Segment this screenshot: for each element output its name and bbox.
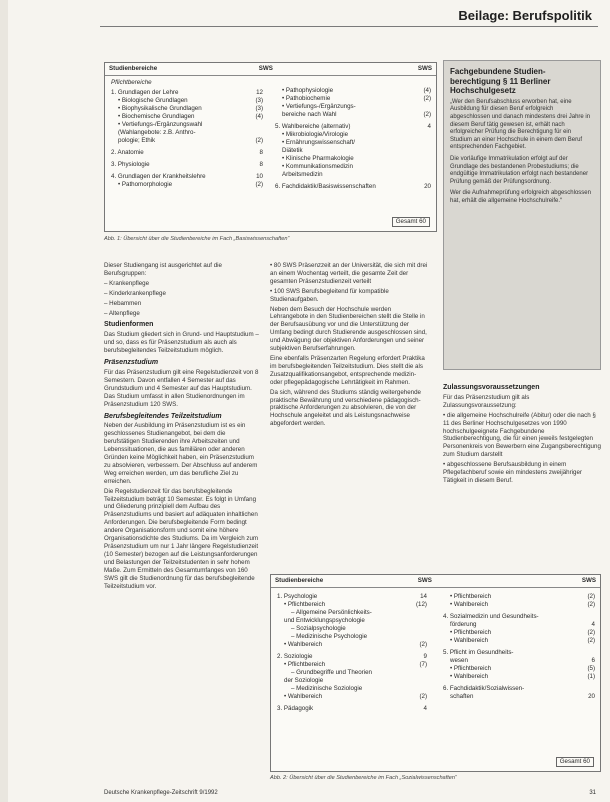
table-row <box>111 97 263 105</box>
col-studienbereiche: Studienbereiche <box>275 577 324 584</box>
row-label: • Biophysikalische Grundlagen <box>118 105 202 112</box>
paragraph: Das Studium gliedert sich in Grund- und Hauptstudium – und so, dass es für Präsenzstudium als auch als berufsbegleitendes Teilzeitstudium möglich. <box>104 331 259 355</box>
row-sws: (2) <box>587 637 595 644</box>
row-sws: (2) <box>419 641 427 648</box>
row-sws: (2) <box>587 601 595 608</box>
table-header <box>105 63 436 76</box>
row-label: förderung <box>450 621 477 628</box>
row-label: • Biologische Grundlagen <box>118 97 188 104</box>
row-label: • Pflichtbereich <box>450 593 492 600</box>
row-label: Arbeitsmedizin <box>282 171 323 178</box>
table-row <box>277 593 427 601</box>
table-row <box>443 621 595 629</box>
list-item: • 80 SWS Präsenzzeit an der Universität, die sich mit drei an einem Wochentag verteilt, die gesamte Zeit der gesamten Präsenzstudienzeit verteilt <box>270 262 428 285</box>
list-item: • abgeschlossene Berufsausbildung in einem Pflegefachberuf sowie ein mindestens zweijähriger Tätigkeit in diesem Beruf. <box>443 461 582 484</box>
heading: Präsenzstudium <box>104 359 159 367</box>
paragraph: Für das Präsenzstudium gilt als Zulassungsvoraussetzung: <box>443 393 530 409</box>
scan-edge <box>0 0 8 802</box>
row-label: – Medizinische Soziologie <box>291 685 363 692</box>
table-row <box>277 653 427 661</box>
row-sws: (2) <box>255 181 263 188</box>
row-sws: (4) <box>423 87 431 94</box>
row-sws: 8 <box>259 161 263 168</box>
requirements-list <box>443 412 601 485</box>
row-label: • Kommunikationsmedizin <box>282 163 353 170</box>
sws-list <box>270 262 430 304</box>
figure-caption-2: Abb. 2: Übersicht über die Studienbereiche im Fach „Sozialwissenschaften“ <box>270 775 457 781</box>
row-sws: (2) <box>423 95 431 102</box>
sidebar-paragraph: „Wer den Berufsabschluss erworben hat, eine Ausbildung für diesen Beruf erfolgreich abgeschlossen und danach mindestens drei Jahre in diesem Beruf tätig gewesen ist, erhält nach erfolgreicher Prüfung die Berechtigung für ein Studium an einer Hochschule in einem dem Beruf entsprechenden Fachgebiet. <box>450 98 591 151</box>
header-rule <box>100 26 598 27</box>
row-label: – Medizinische Psychologie <box>291 633 368 640</box>
table-row <box>275 147 431 155</box>
table-total: Gesamt 60 <box>392 217 430 227</box>
table-row <box>275 163 431 171</box>
row-sws: (2) <box>255 137 263 144</box>
figure-caption-1: Abb. 1: Übersicht über die Studienbereiche im Fach „Basiswissenschaften“ <box>104 236 290 242</box>
row-label: 3. Physiologie <box>111 161 150 168</box>
list-item: • 100 SWS Berufsbegleitend für kompatible Studienaufgaben. <box>270 287 389 303</box>
table-row <box>277 677 427 685</box>
table-row <box>277 625 427 633</box>
row-label: 4. Grundlagen der Krankheitslehre <box>111 173 206 180</box>
row-sws: (2) <box>419 693 427 700</box>
paragraph: Die Regelstudienzeit für das berufsbegleitende Teilzeitstudium beträgt 10 Semester. Es folgt in Umfang und Gliederung prinzipiell dem Aufbau des Präsenzstudiums und basiert auf adäquaten inhaltlichen Anforderungen. Die berufsbegleitende Form bedingt andere Organisationsform und somit eine höhere Organisationsdichte des Studiums. Da im Vergleich zum Präsenzstudium um nur 1 Jahr längere Regelstudienzeit (10 Semester) bezogen auf die Leistungsanforderungen und Belastungen der Teilzeitstudenten in sehr hohem Maße. Zum Ermitteln des Gesamtumfanges von 160 SWS gilt die Studienordnung für das berufsbegleitende Teilzeitstudium vor. <box>104 487 259 590</box>
table-row <box>275 171 431 179</box>
row-sws: (2) <box>587 629 595 636</box>
row-label: • Biochemische Grundlagen <box>118 113 195 120</box>
row-label: (Wahlangebote: z.B. Anthro- <box>118 129 196 136</box>
table-row <box>275 183 431 191</box>
table-basiswissenschaften <box>104 62 437 232</box>
sidebar-paragraph: Wer die Aufnahmeprüfung erfolgreich abgeschlossen hat, erhält die allgemeine Hochschulreife.“ <box>450 190 591 204</box>
row-label: 2. Anatomie <box>111 149 144 156</box>
section-header: Beilage: Berufspolitik <box>458 8 592 23</box>
table-row <box>443 685 595 693</box>
row-sws: (3) <box>255 97 263 104</box>
table-row <box>277 617 427 625</box>
row-sws: 4 <box>591 621 595 628</box>
row-label: 3. Pädagogik <box>277 705 314 712</box>
row-sws: 10 <box>256 173 263 180</box>
row-label: • Wahlbereich <box>450 601 489 608</box>
list-item: – Altenpflege <box>104 309 140 317</box>
table-row <box>443 637 595 645</box>
row-label: • Wahlbereich <box>284 693 323 700</box>
table-row <box>111 105 263 113</box>
table-row <box>277 641 427 649</box>
table-row <box>443 649 595 657</box>
row-sws: (7) <box>419 661 427 668</box>
footer-journal: Deutsche Krankenpflege-Zeitschrift 9/1992 <box>104 790 218 796</box>
row-label: 6. Fachdidaktik/Basiswissenschaften <box>275 183 376 190</box>
table-row <box>443 657 595 665</box>
table-row <box>275 155 431 163</box>
row-sws: 14 <box>420 593 427 600</box>
col-sws: SWS <box>258 65 273 72</box>
row-label: schaften <box>450 693 474 700</box>
table-row <box>111 161 263 169</box>
row-label: • Pflichtbereich <box>450 629 492 636</box>
row-sws: (12) <box>415 601 427 608</box>
row-sws: 20 <box>588 693 595 700</box>
table-row <box>443 601 595 609</box>
row-label: 6. Fachdidaktik/Sozialwissen- <box>443 685 525 692</box>
list-item: – Hebammen <box>104 299 142 307</box>
row-label: • Mikrobiologie/Virologie <box>282 131 349 138</box>
row-label: – Grundbegriffe und Theorien <box>291 669 372 676</box>
table-row <box>277 661 427 669</box>
row-sws: (5) <box>587 665 595 672</box>
row-label: Diätetik <box>282 147 303 154</box>
row-label: 2. Soziologie <box>277 653 313 660</box>
list-item: – Kinderkrankenpflege <box>104 289 166 297</box>
row-label: • Pflichtbereich <box>284 661 326 668</box>
row-label: und Entwicklungspsychologie <box>284 617 365 624</box>
row-sws: (1) <box>587 673 595 680</box>
table-row <box>443 593 595 601</box>
row-label: bereiche nach Wahl <box>282 111 337 118</box>
row-label: • Pathophysiologie <box>282 87 334 94</box>
table-row <box>275 131 431 139</box>
page-number: 31 <box>589 790 596 796</box>
paragraph: Für das Präsenzstudium gilt eine Regelstudienzeit von 8 Semestern. Davon entfallen 4 Semester auf das Grundstudium und 4 Semester auf das Hauptstudium. Das Studium umfasst in allen Studienordnungen im Präsenzstudium 120 SWS. <box>104 368 259 408</box>
table-row <box>277 693 427 701</box>
row-label: pologie; Ethik <box>118 137 156 144</box>
table-row <box>111 89 263 97</box>
table-row <box>275 87 431 95</box>
table-row <box>443 629 595 637</box>
row-sws: 8 <box>259 149 263 156</box>
row-sws: (2) <box>423 111 431 118</box>
table-row <box>111 113 263 121</box>
row-sws: 4 <box>427 123 431 130</box>
row-label: 5. Wahlbereiche (alternativ) <box>275 123 351 130</box>
heading: Zulassungsvoraussetzungen <box>443 384 540 391</box>
row-label: – Sozialpsychologie <box>291 625 346 632</box>
row-label: – Allgemeine Persönlichkeits- <box>291 609 372 616</box>
paragraph: Neben dem Besuch der Hochschule werden Lehrangebote in den Studienbereichen stellt die Stelle in der Berufsausübung vor und die Unterstützung der Umfang bedingt durch Studierende ausgeschlossen sind, und Abwägung der objektiven Anforderungen und seiner subjektiven Berufserfahrungen. <box>270 305 427 353</box>
row-label: • Ernährungswissenschaft/ <box>282 139 356 146</box>
table-row <box>111 121 263 129</box>
row-sws: 4 <box>423 705 427 712</box>
table-row <box>111 181 263 189</box>
row-label: 5. Pflicht im Gesundheits- <box>443 649 514 656</box>
row-sws: 20 <box>424 183 431 190</box>
row-sws: (2) <box>587 593 595 600</box>
table-row <box>111 137 263 145</box>
table-row <box>277 609 427 617</box>
sidebar-paragraph: Die vorläufige Immatrikulation erfolgt auf der Grundlage des bestandenen Probestudiums; die endgültige Immatrikulation erfolgt nach bestandener Prüfung gemäß der Prüfungsordnung. <box>450 155 589 185</box>
table2-left-column <box>277 593 427 713</box>
table-row <box>443 665 595 673</box>
row-sws: (4) <box>255 113 263 120</box>
middle-text-column <box>270 262 430 562</box>
col-sws-right: SWS <box>581 577 596 584</box>
row-label: • Pflichtbereich <box>450 665 492 672</box>
table-row <box>277 669 427 677</box>
table-row <box>275 111 431 119</box>
table-row <box>275 123 431 131</box>
row-label: wesen <box>450 657 468 664</box>
paragraph: Da sich, während des Studiums ständig weitergehende praktische Bewährung und verschiedene pädagogisch-praktische Anforderungen zu absolvieren, die von der Hochschule angeleitet und als Leistungsnachweise abgefordert werden. <box>270 388 421 428</box>
heading: Studienformen <box>104 321 154 329</box>
table-row <box>111 149 263 157</box>
row-label: • Wahlbereich <box>450 637 489 644</box>
row-label: • Wahlbereich <box>450 673 489 680</box>
table-row <box>277 705 427 713</box>
table-row <box>443 673 595 681</box>
table-row <box>443 613 595 621</box>
table-row <box>275 95 431 103</box>
table-row <box>275 103 431 111</box>
row-label: der Soziologie <box>284 677 324 684</box>
table-row <box>111 129 263 137</box>
row-label: • Pathobiochemie <box>282 95 331 102</box>
row-label: 1. Grundlagen der Lehre <box>111 89 179 96</box>
row-sws: 9 <box>423 653 427 660</box>
row-label: • Pflichtbereich <box>284 601 326 608</box>
table-header <box>271 575 600 588</box>
table-row <box>277 685 427 693</box>
row-label: 1. Psychologie <box>277 593 318 600</box>
row-label: • Pathomorphologie <box>118 181 173 188</box>
row-label: • Vertiefungs-/Ergänzungswahl <box>118 121 203 128</box>
sidebar-box <box>443 60 601 370</box>
table-total: Gesamt 60 <box>556 757 594 767</box>
table-row <box>111 173 263 181</box>
sidebar-title: Fachgebundene Studien-berechtigung § 11 Berliner Hochschulgesetz <box>450 67 551 96</box>
heading: Berufsbegleitendes Teilzeitstudium <box>104 412 222 420</box>
row-sws: 12 <box>256 89 263 96</box>
right-text-column <box>443 380 601 570</box>
row-sws: (3) <box>255 105 263 112</box>
row-label: • Wahlbereich <box>284 641 323 648</box>
row-label: • Vertiefungs-/Ergänzungs- <box>282 103 356 110</box>
table-subtitle: Pflichtbereiche <box>111 79 152 86</box>
table1-left-column <box>111 89 263 189</box>
row-label: 4. Sozialmedizin und Gesundheits- <box>443 613 539 620</box>
row-label: • Klinische Pharmakologie <box>282 155 354 162</box>
table-row <box>277 601 427 609</box>
table-row <box>443 693 595 701</box>
col-sws: SWS <box>417 577 432 584</box>
table-row <box>277 633 427 641</box>
left-text-column <box>104 262 262 782</box>
col-studienbereiche: Studienbereiche <box>109 65 158 72</box>
target-groups-list <box>104 280 262 318</box>
list-item: • die allgemeine Hochschulreife (Abitur) oder die nach § 11 des Berliner Hochschulgesetzes von 1990 hochschulgeeignete Fachgebundene Studienberechtigung, die für einen jeweils festgelegten Personenkreis von Bewerbern eine Zugangsberechtigung zum Studium darstellt <box>443 411 601 459</box>
table2-right-column <box>443 593 595 701</box>
col-sws-right: SWS <box>417 65 432 72</box>
table1-right-column <box>275 87 431 191</box>
paragraph: Neben der Ausbildung im Präsenzstudium ist es ein geschlossenes Studienangebot, bei dem die berufstätigen Studierenden ihre Arbeitszeiten und Lebenssituationen, die aus familiären oder anderen Gründen keine Möglichkeit haben, ein Präsenzstudium zu absolvieren, verbessern. Der Abschluss auf anderem Weg erreichen werden, um das berufliche Ziel zu erreichen. <box>104 422 258 485</box>
table-row <box>275 139 431 147</box>
paragraph: Eine ebenfalls Präsenzarten Regelung erfordert Praktika im berufsbegleitenden Teilzeitstudium. Dies stellt die als Zusatzqualifikationsangebot, entsprechende medizin- oder pflegepädagogische Lehrtätigkeit im Rahmen. <box>270 354 425 386</box>
row-sws: 6 <box>591 657 595 664</box>
table-sozialwissenschaften <box>270 574 601 772</box>
list-item: – Krankenpflege <box>104 279 150 287</box>
paragraph: Dieser Studiengang ist ausgerichtet auf die Berufsgruppen: <box>104 262 222 277</box>
